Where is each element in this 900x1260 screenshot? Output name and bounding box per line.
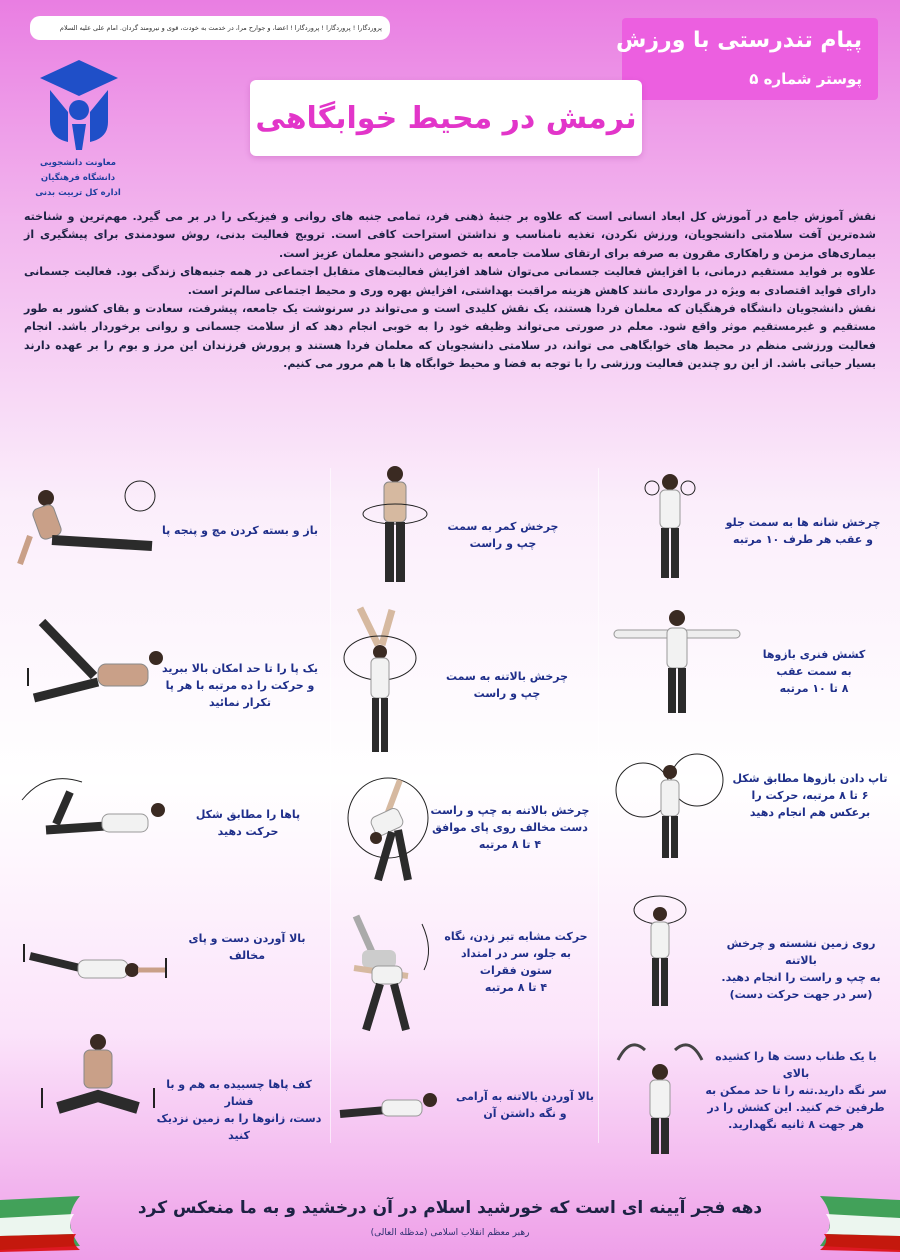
exercise-figure-axe-chop [336,910,436,1036]
exercise-caption: با یک طناب دست ها را کشیده بالای سر نگه دارید.تنه را تا حد ممکن به طرفین خم کنید. این کشش را در هر جهت ۸ ثانیه نگهدارید. [705,1050,887,1131]
exercise-figure-ankle-flex [12,474,162,569]
column-divider [598,468,599,1143]
exercise-caption: کف پاها چسبیده به هم و با فشار دست، زانوها را به زمین نزدیک کنید [156,1078,322,1142]
exercise-caption: یک پا را تا حد امکان بالا ببرید و حرکت را ده مرتبه با هر پا تکرار نمائید [161,662,318,709]
exercise-caption: باز و بسته کردن مچ و پنجه پا [161,524,319,537]
exercise-caption: چرخش بالاتنه به سمت چپ و راست [445,670,569,700]
exercise-caption: تاپ دادن بازوها مطابق شکل ۶ تا ۸ مرتبه، حرکت را برعکس هم انجام دهید [732,772,888,819]
exercise-figure-butterfly-stretch [38,1032,158,1132]
column-divider [330,468,331,1143]
exercise-figure-shoulder-roll [640,470,700,585]
series-number: پوستر شماره ۵ [749,70,862,88]
footer-attribution: رهبر معظم انقلاب اسلامی (مدظله العالی) [370,1228,530,1238]
exercise-caption: چرخش شانه ها به سمت جلو و عقب هر طرف ۱۰ مرتبه [725,516,881,546]
exercise-caption: بالا آوردن بالاتنه به آرامی و نگه داشتن آن [455,1090,595,1120]
exercise-caption: بالا آوردن دست و پای مخالف [188,932,306,962]
exercise-figure-arm-swing [615,752,725,862]
exercise-figure-side-leg-raise [14,616,164,706]
intro-text [24,208,876,374]
exercise-caption: روی زمین نشسته و چرخش بالاتنه به چپ و راست را انجام دهید. (سر در جهت حرکت دست) [721,937,881,1001]
intro-paragraph: نقش دانشجویان دانشگاه فرهنگیان که معلمان فردا هستند، یک نقش کلیدی است و می‌تواند در سرنوشت یک جامعه، پیشرفت، سعادت و بقای کشور به طور مستقیم و غیرمستقیم موثر واقع شود. معلم در صورتی می‌تواند وظیفه خود را به خوبی انجام دهد که از سلامت جسمانی و روانی برخوردار باشد. انجام فعالیت ورزشی منظم در محیط های خوابگاهی می تواند، در سلامتی دانشجویان که معلمان فردا هستند و پرورش فرزندان این مرز و بوم را بر عهده دارند بسیار حیاتی باشد. از این رو چندین فعالیت ورزشی را با توجه به فضا و محیط خوابگاه ها با هم مرور می کنیم. [24,302,876,371]
exercise-figure-waist-twist [360,462,430,587]
exercise-figure-seated-twist [625,892,695,1012]
top-quote: پروردگارا ! پروردگارا ! پروردگارا ! اعضا، و جوارح مرا، در خدمت به خودت، قوی و نیرومند گردان. امام علی علیه السلام [30,16,390,40]
exercise-figure-prone-lift [336,1088,446,1124]
exercise-caption: پاها را مطابق شکل حرکت دهید [195,808,301,838]
title-card [250,80,642,156]
university-logo-icon [34,56,124,152]
exercise-figure-side-bend [340,600,420,755]
exercise-figure-superman [20,934,170,990]
page-title: نرمش در محیط خوابگاهی [255,100,637,136]
footer-quote: دهه فجر آیینه ای است که خورشید اسلام در آن درخشید و به ما منعکس کرد [137,1198,763,1218]
exercise-caption: چرخش بالاتنه به چپ و راست دست مخالف روی پای موافق ۴ تا ۸ مرتبه [430,804,590,851]
exercise-figure-rope-stretch [610,1032,710,1157]
exercise-caption: چرخش کمر به سمت چپ و راست [447,520,559,550]
logo-caption: معاونت دانشجویی دانشگاه فرهنگیان اداره کل تربیت بدنی [35,158,121,198]
intro-paragraph: نقش آموزش جامع در آموزش کل ابعاد انسانی است که علاوه بر جنبهٔ ذهنی فرد، تمامی جنبه های روانی و فیزیکی را در بر می گیرد. مهم‌ترین و شناخته شده‌ترین آفت سلامتی دانشجویان، ورزش نکردن، تغذیه نامناسب و نداشتن استراحت کافی است. ترویج فعالیت بدنی، روش سودمندی برای پیشگیری از بیماری‌های مزمن و راهکاری مقرون به صرفه برای ارتقای سلامت جامعه به خصوص دانشجو معلمان عزیز است. [24,210,876,260]
exercise-caption: حرکت مشابه تبر زدن، نگاه به جلو، سر در امتداد ستون فقرات ۴ تا ۸ مرتبه [444,930,588,994]
exercise-figure-prone-leg-kick [16,770,166,840]
exercise-figure-arm-stretch [612,606,742,716]
intro-paragraph: علاوه بر فواید مستقیم درمانی، با افزایش فعالیت جسمانی می‌توان شاهد افزایش فعالیت‌های متقابل اجتماعی در همه جنبه‌های زندگی بود. فعالیت جسمانی دارای فواید اقتصادی به ویژه در مواردی مانند کاهش هزینه مراقبت بهداشتی، افزایش بهره وری و محیط اجتماعی سالم‌تر است. [24,265,876,297]
series-title: پیام تندرستی با ورزش [616,28,862,53]
exercise-caption: کشش فنری بازوها به سمت عقب ۸ تا ۱۰ مرتبه [762,648,866,695]
exercise-figure-toe-touch-twist [342,772,434,884]
